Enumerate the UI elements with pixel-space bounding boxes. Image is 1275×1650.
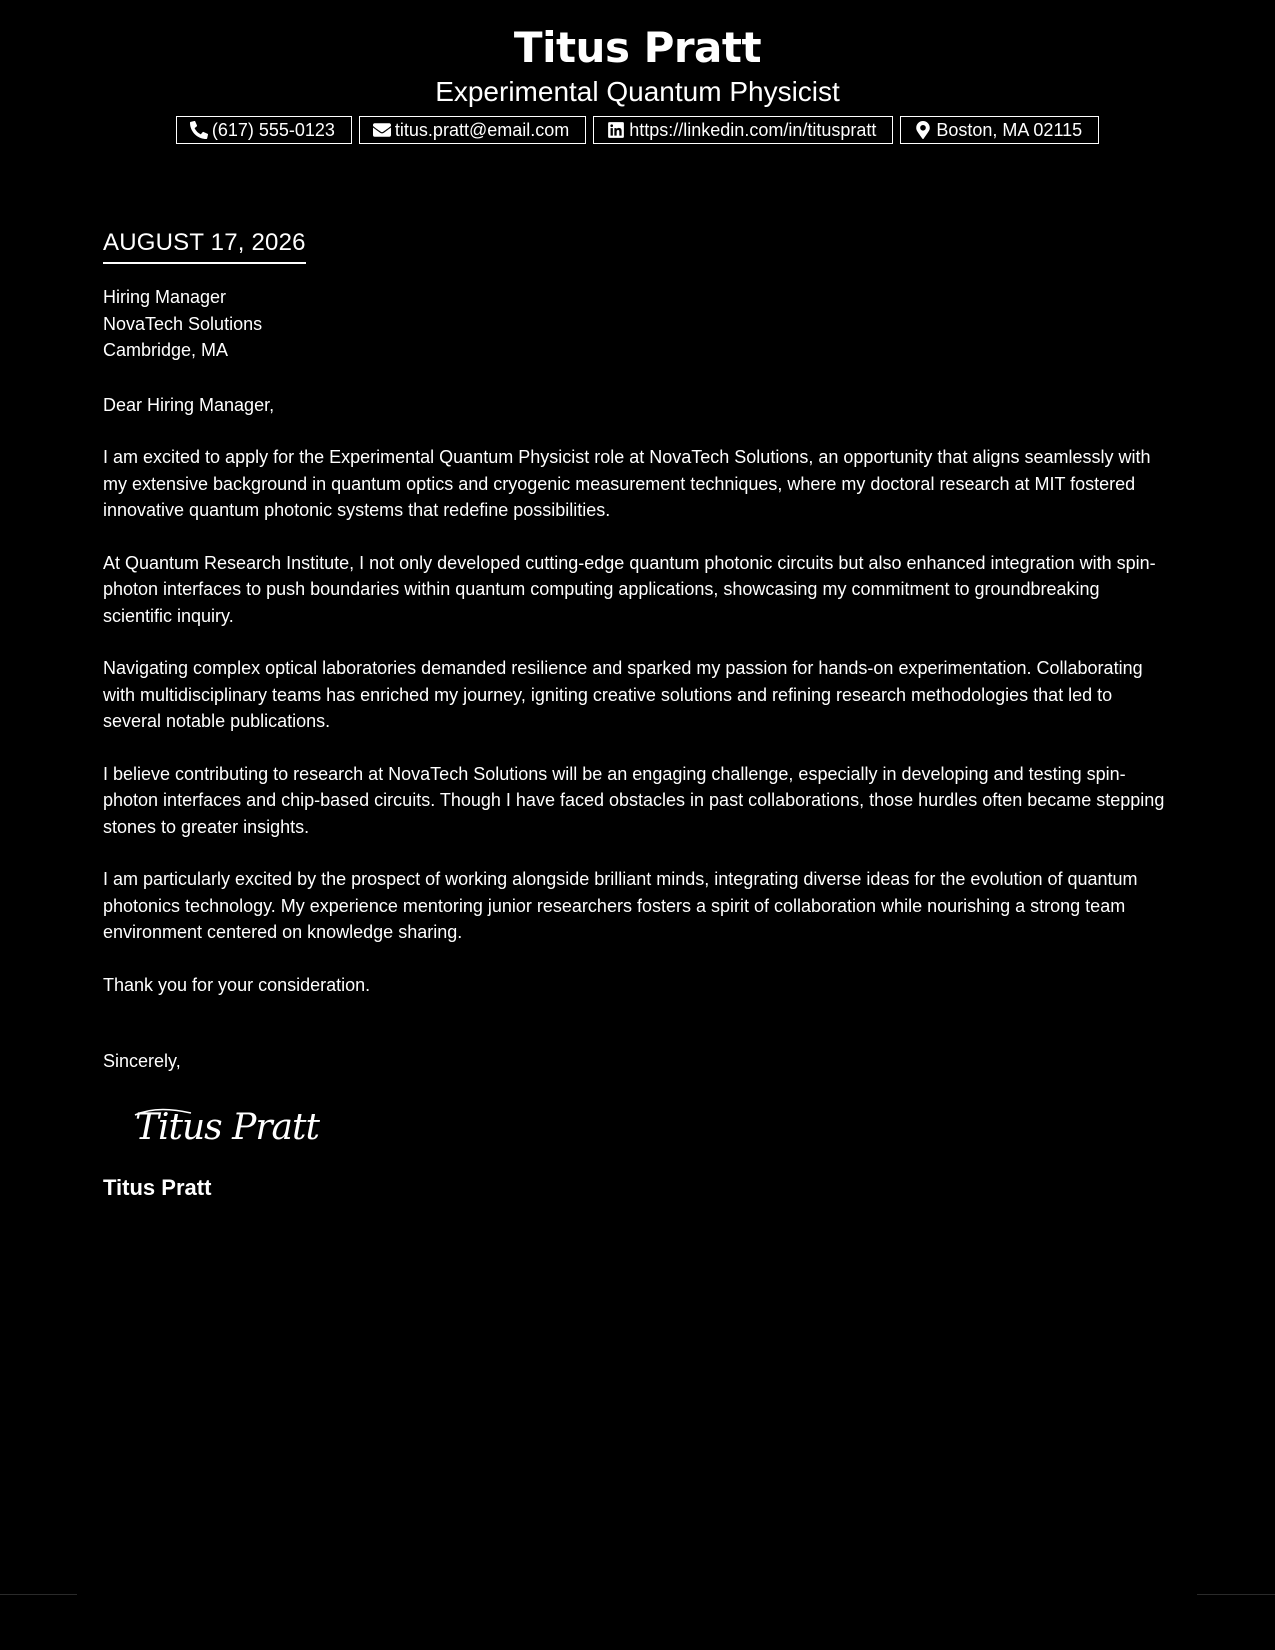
envelope-icon [373, 121, 391, 139]
applicant-name: Titus Pratt [513, 23, 762, 72]
signature-glyphs: Titus Pratt [135, 1106, 319, 1148]
paragraph-2: At Quantum Research Institute, I not only developed cutting-edge quantum photonic circuits but also enhanced integration with spin-photon interfaces to push boundaries within quantum computing applications, showcasing my commitment to groundbreaking scientific inquiry. [103, 552, 1156, 626]
letter-date: AUGUST 17, 2026 [103, 226, 306, 264]
salutation: Dear Hiring Manager, [103, 394, 275, 415]
recipient-name: Hiring Manager [103, 287, 227, 307]
signature-image [133, 1101, 353, 1153]
recipient-company: NovaTech Solutions [103, 313, 263, 334]
footer-rule-left [0, 1594, 77, 1595]
contact-phone[interactable] [176, 116, 352, 144]
footer-rule-right [1197, 1594, 1275, 1595]
paragraph-1: I am excited to apply for the Experimental Quantum Physicist role at NovaTech Solutions, an opportunity that aligns seamlessly with my extensive background in quantum optics and cryogenic measurement techniques, where my doctoral research at MIT fostered innovative quantum photonic systems that redefine possibilities. [103, 447, 1151, 520]
map-marker-icon [914, 121, 932, 139]
contact-linkedin-text: https://linkedin.com/in/tituspratt [629, 120, 877, 140]
signer-name: Titus Pratt [103, 1174, 212, 1200]
paragraph-3: Navigating complex optical laboratories demanded resilience and sparked my passion for hands-on experimentation. Collaborating with multidisciplinary teams has enriched my journey, igniting creative solutions and refining research methodologies that led to several notable publications. [103, 658, 1143, 731]
applicant-title: Experimental Quantum Physicist [435, 76, 840, 107]
contact-linkedin[interactable] [593, 116, 893, 144]
recipient-block [103, 284, 1173, 364]
handwritten-signature [133, 1101, 1173, 1153]
paragraph-5: I am particularly excited by the prospect of working alongside brilliant minds, integrating diverse ideas for the evolution of quantum photonics technology. My experience mentoring junior researchers fosters a spirit of collaboration while nourishing a strong team environment centered on knowledge sharing. [103, 869, 1138, 942]
contact-email-text: titus.pratt@email.com [394, 120, 570, 140]
closing: Sincerely, [103, 1051, 181, 1071]
thanks-line: Thank you for your consideration. [103, 974, 371, 995]
paragraph-4: I believe contributing to research at NovaTech Solutions will be an engaging challenge, especially in developing and testing spin-photon interfaces and chip-based circuits. Though I have faced obstacles in past collaborations, those hurdles often became stepping stones to greater insights. [103, 763, 1165, 837]
recipient-location: Cambridge, MA [103, 340, 229, 360]
contact-bar [0, 116, 1275, 144]
linkedin-icon [607, 121, 625, 139]
contact-location[interactable] [900, 116, 1099, 144]
contact-phone-text: (617) 555-0123 [211, 120, 335, 140]
contact-location-text: Boston, MA 02115 [936, 120, 1083, 140]
letter-body [103, 226, 1173, 1203]
contact-email[interactable] [359, 116, 586, 144]
letter-header [0, 20, 1275, 144]
phone-icon [190, 121, 208, 139]
